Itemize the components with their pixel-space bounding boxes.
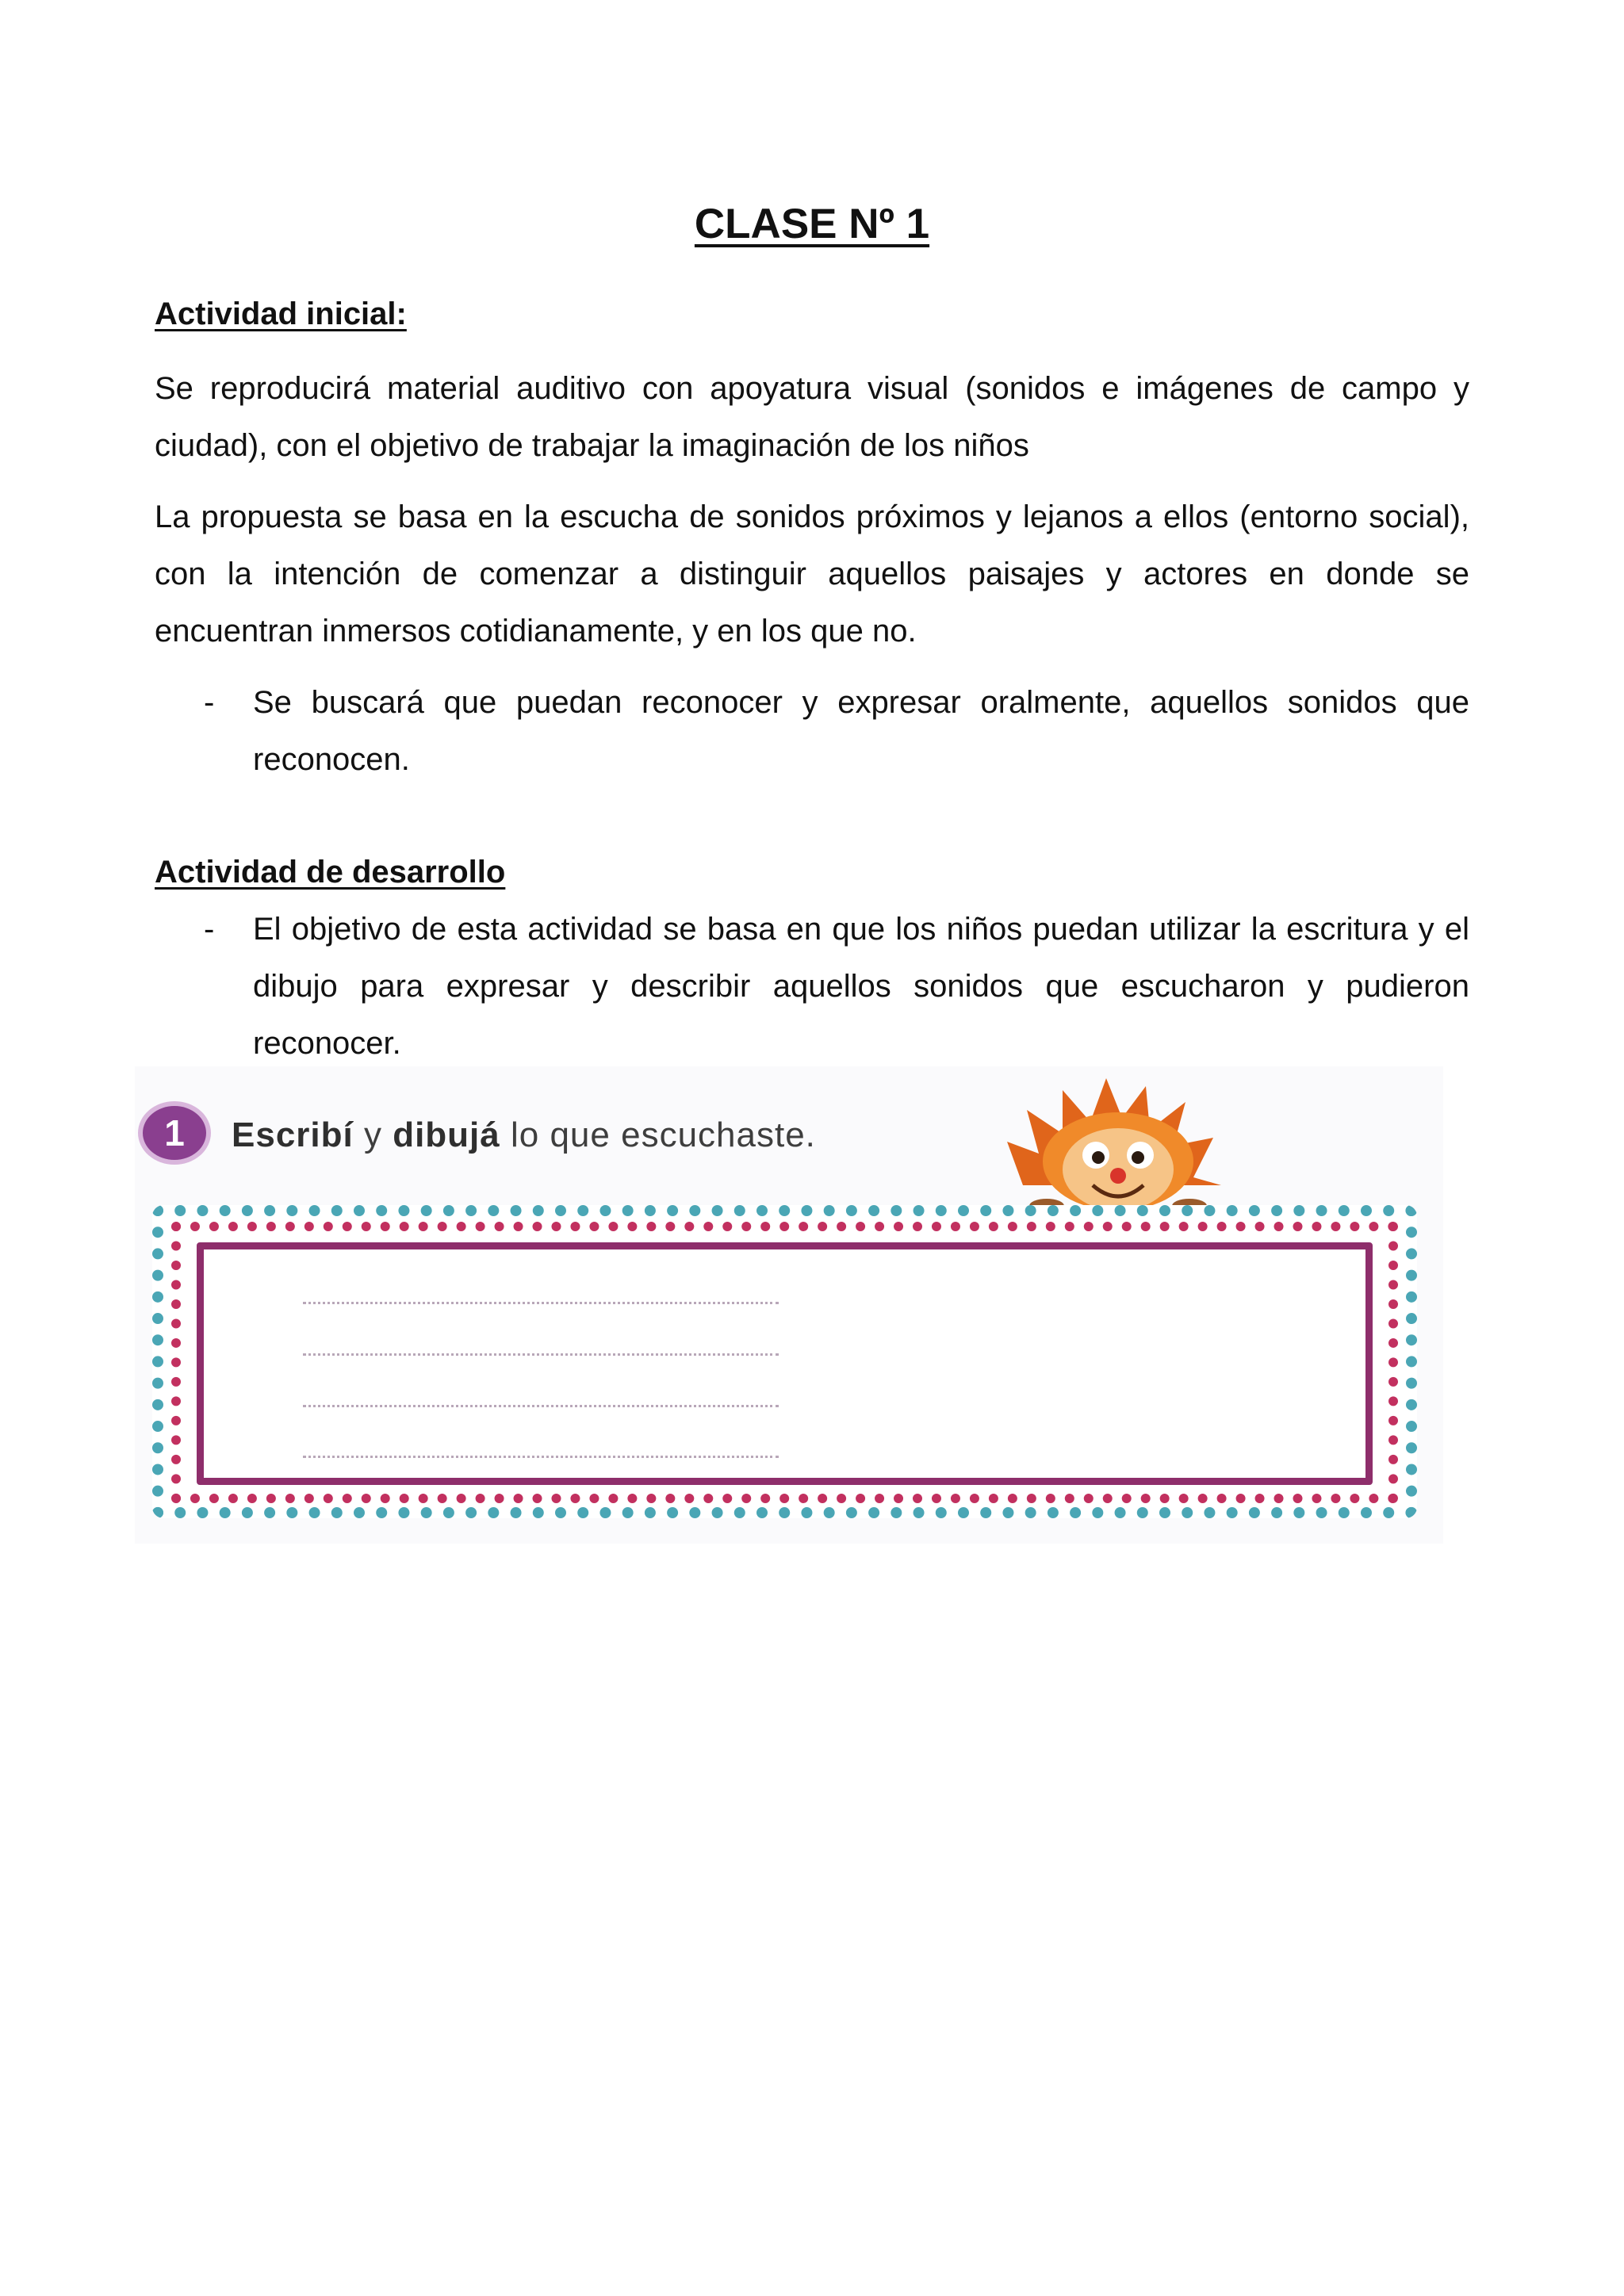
writing-line bbox=[303, 1302, 779, 1304]
instruction-text-1: y bbox=[353, 1115, 393, 1154]
instruction-bold-2: dibujá bbox=[393, 1115, 500, 1154]
activity-instruction bbox=[232, 1115, 816, 1155]
writing-line bbox=[303, 1353, 779, 1356]
bullet-inicial bbox=[155, 674, 1469, 793]
instruction-text-2: lo que escuchaste. bbox=[500, 1115, 816, 1154]
bullet-marker: - bbox=[204, 685, 215, 720]
bullet-desarrollo bbox=[155, 901, 1469, 1075]
instruction-bold-1: Escribí bbox=[232, 1115, 354, 1154]
heading-actividad-inicial: Actividad inicial: bbox=[155, 297, 407, 331]
paragraph-inicial-2: La propuesta se basa en la escucha de sonidos próximos y lejanos a ellos (entorno social), con la intención de comenzar a distinguir aquellos paisajes y actores en donde se encuentran inmersos cotidianamente, y en los que no. bbox=[155, 499, 1469, 649]
bullet-text: Se buscará que puedan reconocer y expresar oralmente, aquellos sonidos que reconocen. bbox=[253, 685, 1469, 777]
bullet-text: El objetivo de esta actividad se basa en que los niños puedan utilizar la escritura y el dibujo para expresar y describir aquellos sonidos que escucharon y pudieron reconocer. bbox=[253, 912, 1469, 1061]
page-title: CLASE Nº 1 bbox=[694, 201, 930, 247]
hedgehog-mascot-icon bbox=[999, 1066, 1229, 1213]
drawing-area bbox=[197, 1242, 1373, 1485]
worksheet-image bbox=[135, 1066, 1443, 1544]
heading-actividad-desarrollo: Actividad de desarrollo bbox=[155, 855, 506, 890]
writing-line bbox=[303, 1405, 779, 1407]
activity-number-badge: 1 bbox=[143, 1106, 206, 1160]
writing-line bbox=[303, 1456, 779, 1458]
paragraph-inicial-1: Se reproducirá material auditivo con apoyatura visual (sonidos e imágenes de campo y ciudad), con el objetivo de trabajar la imaginación de los niños bbox=[155, 371, 1469, 463]
bullet-marker: - bbox=[204, 912, 215, 947]
